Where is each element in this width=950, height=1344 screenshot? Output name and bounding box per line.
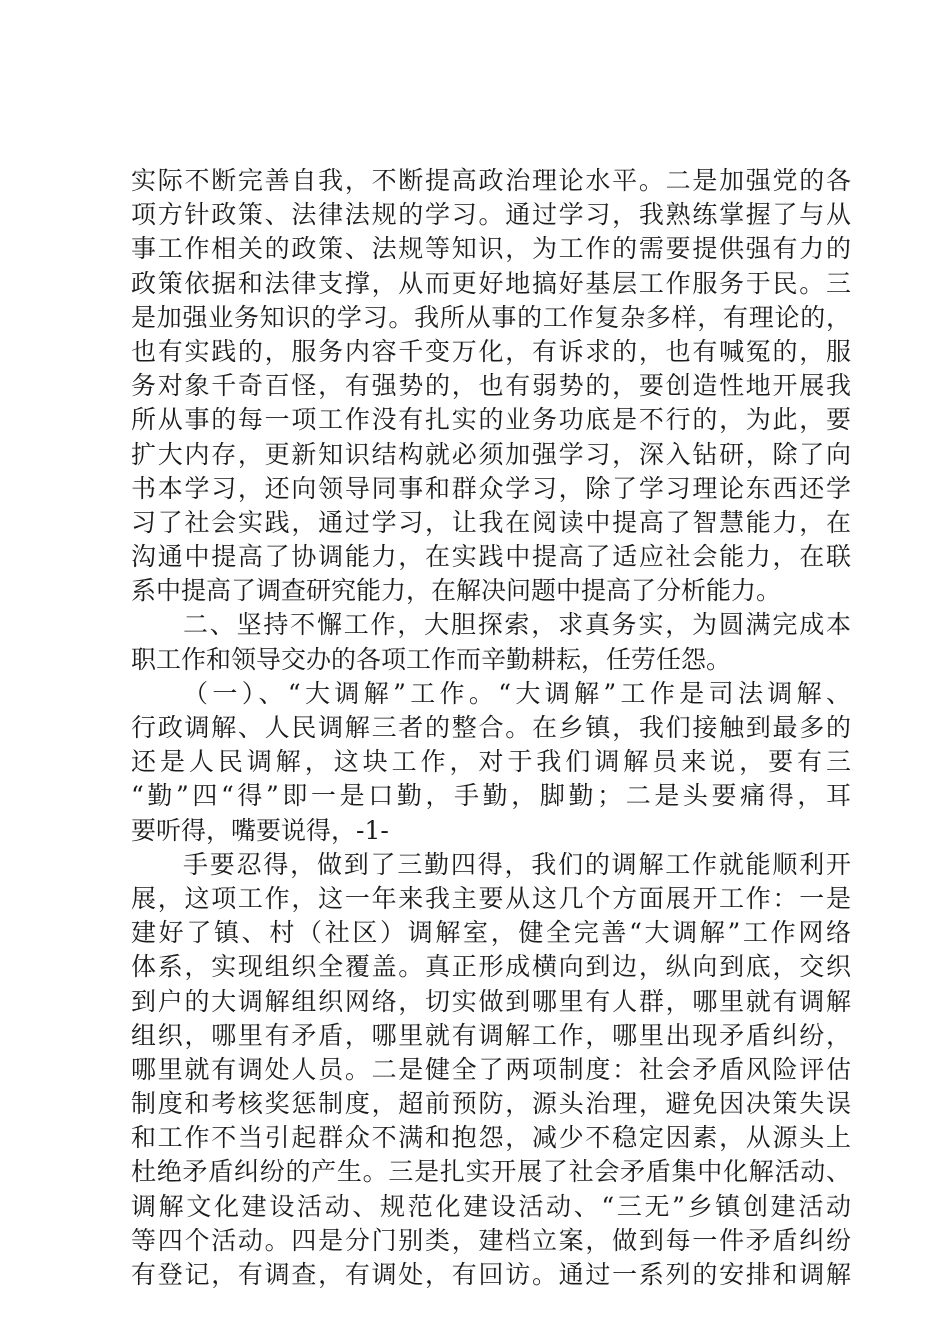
text-line: 手要忍得，做到了三勤四得，我们的调解工作就能顺利开 [183,849,851,879]
text-line: 习了社会实践，通过学习，让我在阅读中提高了智慧能力，在 [131,507,851,537]
text-line: 还是人民调解，这块工作，对于我们调解员来说，要有三 [131,747,851,777]
text-line: 体系，实现组织全覆盖。真正形成横向到边，纵向到底，交织 [131,952,851,982]
text-line: 制度和考核奖惩制度，超前预防，源头治理，避免因决策失误 [131,1089,851,1119]
text-line: 实际不断完善自我，不断提高政治理论水平。二是加强党的各 [131,166,851,195]
text-line: 项方针政策、法律法规的学习。通过学习，我熟练掌握了与从 [131,200,851,230]
text-line: 展，这项工作，这一年来我主要从这几个方面展开工作：一是 [131,883,851,913]
text-line: 调解文化建设活动、规范化建设活动、“三无”乡镇创建活动 [131,1191,851,1221]
text-line: 政策依据和法律支撑，从而更好地搞好基层工作服务于民。三 [131,268,851,298]
text-line: 也有实践的，服务内容千变万化，有诉求的，也有喊冤的，服 [131,336,851,366]
text-line: 事工作相关的政策、法规等知识，为工作的需要提供强有力的 [131,234,851,264]
text-line: 二、坚持不懈工作，大胆探索，求真务实，为圆满完成本 [183,610,851,640]
text-line: 书本学习，还向领导同事和群众学习，除了学习理论东西还学 [131,473,851,503]
text-line: 杜绝矛盾纠纷的产生。三是扎实开展了社会矛盾集中化解活动、 [131,1157,851,1187]
text-line: 哪里就有调处人员。二是健全了两项制度：社会矛盾风险评估 [131,1054,851,1084]
text-line: 系中提高了调查研究能力，在解决问题中提高了分析能力。 [131,576,782,606]
text-line: 扩大内存，更新知识结构就必须加强学习，深入钻研，除了向 [131,439,851,469]
text-line: 到户的大调解组织网络，切实做到哪里有人群，哪里就有调解 [131,986,851,1016]
text-line: 职工作和领导交办的各项工作而辛勤耕耘，任劳任怨。 [131,644,732,674]
text-line: 有登记，有调查，有调处，有回访。通过一系列的安排和调解 [131,1260,851,1289]
text-line: 是加强业务知识的学习。我所从事的工作复杂多样，有理论的， [131,302,851,332]
text-line: 沟通中提高了协调能力，在实践中提高了适应社会能力，在联 [131,542,851,572]
document-body-text [131,164,851,1292]
text-line: 务对象千奇百怪，有强势的，也有弱势的，要创造性地开展我 [131,371,851,401]
text-line: 和工作不当引起群众不满和抱怨，减少不稳定因素，从源头上 [131,1123,851,1153]
text-line: 行政调解、人民调解三者的整合。在乡镇，我们接触到最多的 [131,713,851,742]
text-line: 要听得，嘴要说得，-1- [131,815,389,845]
text-line: “勤”四“得”即一是口勤，手勤，脚勤；二是头要痛得，耳 [131,781,851,811]
text-line: 建好了镇、村（社区）调解室，健全完善“大调解”工作网络 [131,918,851,948]
text-line: 所从事的每一项工作没有扎实的业务功底是不行的，为此，要 [131,405,851,435]
text-line: 等四个活动。四是分门别类，建档立案，做到每一件矛盾纠纷 [131,1225,851,1255]
text-line: （一）、“大调解”工作。“大调解”工作是司法调解、 [183,678,851,708]
text-line: 组织，哪里有矛盾，哪里就有调解工作，哪里出现矛盾纠纷， [131,1020,851,1050]
